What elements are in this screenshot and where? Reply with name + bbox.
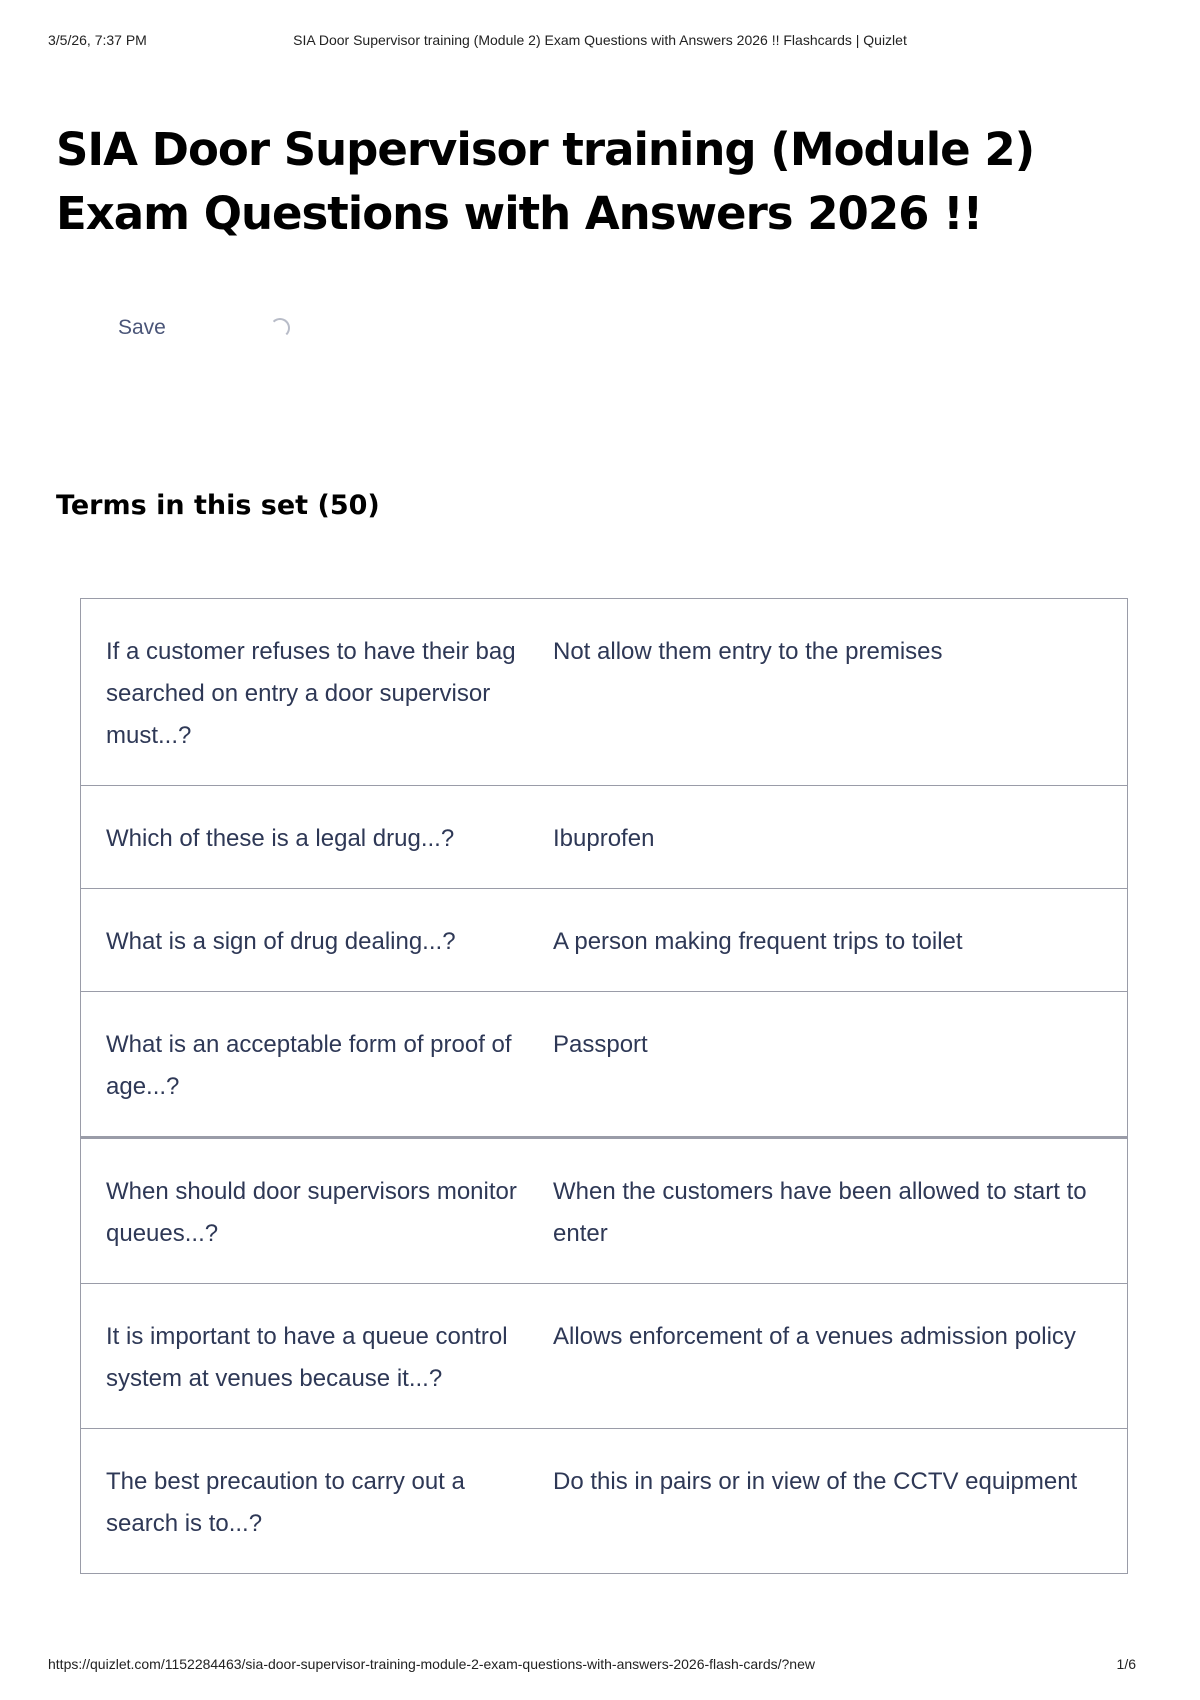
definition-text: A person making frequent trips to toilet [553,928,963,955]
save-row [118,316,166,346]
term-text: It is important to have a queue control system at venues because it...? [106,1323,508,1392]
term-text: What is an acceptable form of proof of age...? [106,1031,512,1100]
term-text: Which of these is a legal drug...? [106,825,455,852]
save-button[interactable]: Save [118,316,166,339]
print-header [48,32,1152,52]
page-title: SIA Door Supervisor training (Module 2) Exam Questions with Answers 2026 !! [56,123,1035,240]
definition-text: Not allow them entry to the premises [553,638,943,665]
term-text: What is a sign of drug dealing...? [106,928,456,955]
definition-text: Do this in pairs or in view of the CCTV equipment [553,1468,1078,1495]
term-row [81,1139,1127,1284]
definition-text: When the customers have been allowed to start to enter [553,1178,1087,1247]
definition-text: Passport [553,1031,648,1058]
definition-text: Ibuprofen [553,825,655,852]
print-footer [48,1656,1152,1676]
loading-spinner-icon [270,318,290,338]
term-text: The best precaution to carry out a search is to...? [106,1468,465,1537]
term-row [81,1284,1127,1429]
term-row [81,992,1127,1139]
term-text: If a customer refuses to have their bag searched on entry a door supervisor must...? [106,638,516,749]
term-row [81,889,1127,992]
print-document-title: SIA Door Supervisor training (Module 2) Exam Questions with Answers 2026 !! Flashcards | Quizlet [293,32,907,48]
definition-text: Allows enforcement of a venues admission policy [553,1323,1076,1350]
term-row [81,786,1127,889]
term-row [81,599,1127,786]
print-date: 3/5/26, 7:37 PM [48,32,147,48]
term-row [81,1429,1127,1573]
terms-heading: Terms in this set (50) [56,490,380,521]
term-text: When should door supervisors monitor queues...? [106,1178,517,1247]
print-page-number: 1/6 [1116,1656,1136,1672]
terms-table [80,598,1128,1574]
print-url: https://quizlet.com/1152284463/sia-door-supervisor-training-module-2-exam-questions-with-answers-2026-flash-cards/?new [48,1656,815,1672]
